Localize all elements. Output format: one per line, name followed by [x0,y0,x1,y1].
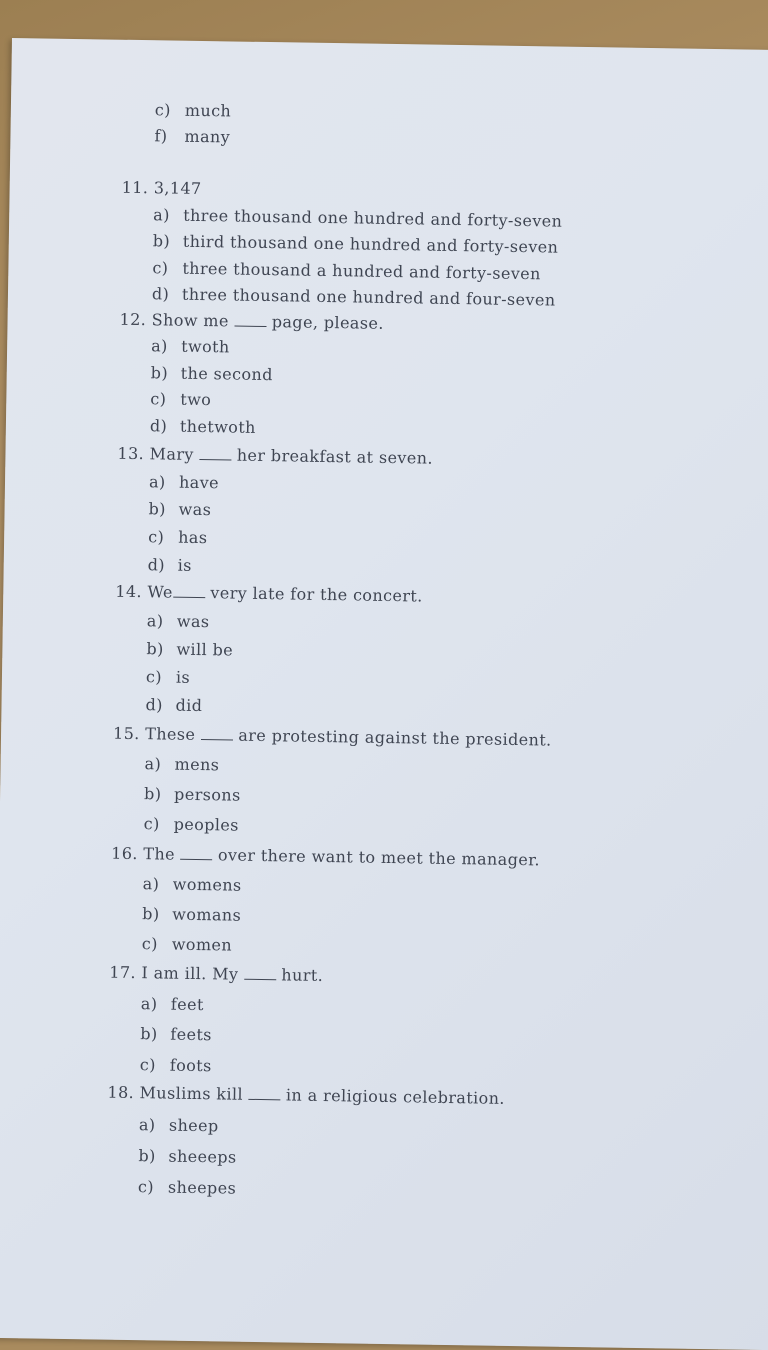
option-letter: b) [148,499,167,519]
question-text-end: very late for the concert. [204,583,423,606]
option-letter: a) [140,994,158,1014]
question [111,844,540,870]
option-text: thetwoth [179,416,256,437]
option-letter: c) [150,389,167,409]
option-letter: a) [138,1115,156,1135]
answer-option [149,472,219,492]
option-letter: c) [145,667,163,687]
answer-blank [173,585,205,599]
answer-option [153,205,562,230]
option-text: womens [172,874,242,895]
option-letter: f) [154,126,168,146]
question-text-end: over there want to meet the manager. [212,845,541,870]
option-letter: d) [151,284,170,304]
option-text: peoples [173,814,240,835]
answer-option [144,754,219,774]
question-text-end: in a religious celebration. [280,1085,506,1108]
option-letter: c) [143,814,160,834]
option-text: sheep [168,1115,219,1136]
answer-option [154,126,230,146]
answer-option [144,814,239,834]
option-letter: b) [146,639,164,659]
answer-option [146,639,233,659]
answer-blank [201,727,233,741]
option-text: twoth [181,336,230,357]
question-text-end: her breakfast at seven. [231,445,434,468]
option-letter: d) [147,555,166,575]
question [109,963,323,985]
option-letter: b) [143,784,162,804]
option-text: sheeeps [168,1146,237,1167]
answer-option [142,934,233,954]
answer-option [148,499,211,519]
question-text-end: page, please. [266,312,384,333]
option-letter: d) [145,695,163,715]
option-text: two [180,389,212,410]
option-letter: c) [137,1177,155,1197]
option-text: is [177,555,193,575]
option-text: three thousand a hundred and forty-seven [182,258,541,284]
question-text: 12. Show me [119,309,235,331]
answer-option [151,363,273,384]
answer-option [139,1115,219,1135]
answer-option [141,994,204,1014]
answer-option [144,784,241,805]
option-letter: b) [138,1146,156,1166]
option-letter: a) [151,336,168,356]
question [122,178,202,198]
option-text: foots [169,1055,212,1076]
question [117,444,433,468]
answer-option [153,231,559,256]
option-text: three thousand one hundred and four-seven [181,284,556,310]
option-letter: a) [146,611,164,631]
option-letter: c) [152,258,169,278]
question-text-end: hurt. [275,965,324,986]
option-letter: c) [148,527,165,547]
answer-option [152,284,556,309]
option-letter: d) [149,416,168,436]
question-text: 11. 3,147 [121,177,202,198]
answer-option [151,336,230,356]
answer-blank [180,847,212,861]
option-text: is [175,667,191,687]
option-text: sheepes [167,1177,237,1198]
answer-blank [244,967,276,981]
answer-option [148,555,192,575]
option-text: womans [172,904,242,925]
answer-blank [248,1087,280,1101]
answer-option [138,1146,236,1167]
answer-option [142,904,241,925]
answer-option [146,667,190,687]
question [107,1083,505,1108]
option-text: many [184,126,231,147]
worksheet-paper [0,38,768,1350]
option-text: feet [170,994,204,1015]
option-letter: b) [140,1024,158,1044]
option-letter: c) [154,100,172,120]
option-text: was [178,499,212,520]
answer-option [150,416,256,437]
option-letter: a) [148,472,166,492]
question [113,724,552,750]
answer-option [140,1024,212,1044]
option-letter: a) [153,205,170,225]
option-letter: a) [144,754,162,774]
question-text: 13. Mary [117,443,200,464]
answer-option [140,1055,212,1075]
question [119,310,384,333]
option-letter: c) [139,1055,157,1075]
answer-option [152,258,541,283]
option-letter: a) [142,874,160,894]
answer-option [150,389,211,409]
option-text: persons [173,784,241,805]
option-letter: c) [141,934,158,954]
option-text: feets [170,1024,213,1045]
option-letter: b) [152,231,171,251]
question-text: 17. I am ill. My [109,962,245,984]
option-text: three thousand one hundred and forty-seven [183,205,563,231]
answer-option [148,527,208,547]
question-text: 16. The [111,843,181,864]
option-text: was [176,611,210,632]
answer-blank [199,447,231,461]
option-text: third thousand one hundred and forty-seven [182,231,559,257]
option-text: much [184,100,232,121]
answer-option [138,1177,236,1198]
answer-option [155,100,232,120]
option-text: have [178,472,220,493]
answer-blank [234,314,266,328]
answer-option [145,695,202,715]
answer-option [143,874,242,895]
worksheet-content [0,38,768,1330]
option-letter: b) [142,904,160,924]
option-text: women [171,934,233,955]
option-text: mens [174,754,220,775]
question [115,582,423,606]
question-text-end: are protesting against the president. [232,725,552,750]
option-text: has [178,527,208,548]
option-text: did [175,695,203,716]
question-text: 14. We [115,581,174,602]
option-letter: b) [150,363,169,383]
question-text: 15. These [112,723,201,745]
option-text: will be [176,639,234,660]
option-text: the second [180,363,274,385]
question-text: 18. Muslims kill [107,1082,249,1104]
answer-option [147,611,210,631]
